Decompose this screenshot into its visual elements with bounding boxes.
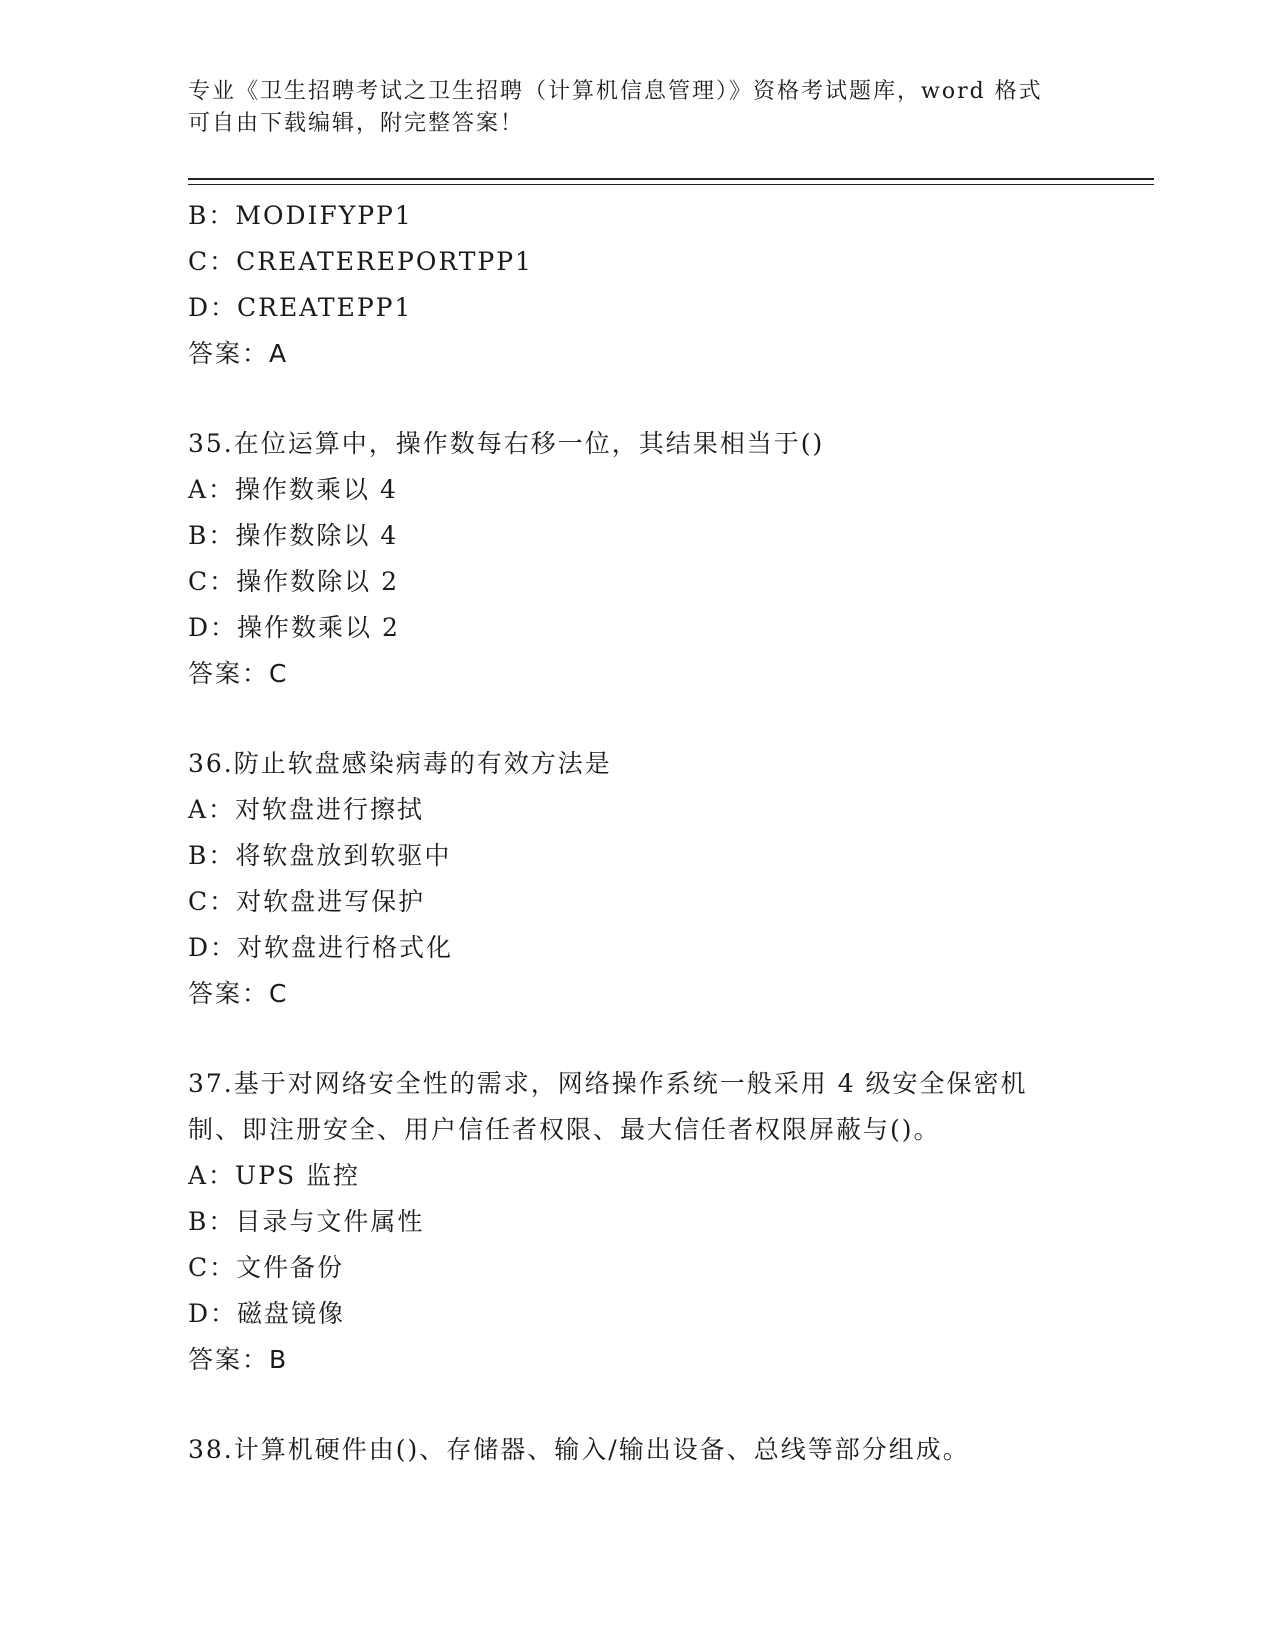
option-b: B：将软盘放到软驱中 xyxy=(188,841,452,870)
document-header xyxy=(188,76,1088,140)
option-d: D：操作数乘以 2 xyxy=(188,613,400,642)
option-c: C：对软盘进写保护 xyxy=(188,887,426,916)
question-stem-line-1: 37.基于对网络安全性的需求，网络操作系统一般采用 4 级安全保密机 xyxy=(188,1069,1028,1098)
option-a: A：操作数乘以 4 xyxy=(188,475,398,504)
question-stem: 35.在位运算中，操作数每右移一位，其结果相当于() xyxy=(188,429,825,458)
spacer xyxy=(188,1383,1148,1427)
header-line-1: 专业《卫生招聘考试之卫生招聘（计算机信息管理）》资格考试题库，word 格式 xyxy=(188,79,1043,104)
answer-label: 答案：A xyxy=(188,339,289,368)
answer-label: 答案：C xyxy=(188,979,289,1008)
spacer xyxy=(188,377,1148,421)
option-d: D：对软盘进行格式化 xyxy=(188,933,454,962)
option-a: A：UPS 监控 xyxy=(188,1161,361,1190)
spacer xyxy=(188,697,1148,741)
question-stem-line-2: 制、即注册安全、用户信任者权限、最大信任者权限屏蔽与()。 xyxy=(188,1115,941,1144)
question-37 xyxy=(188,1061,1148,1383)
option-a: A：对软盘进行擦拭 xyxy=(188,795,425,824)
header-line-2: 可自由下载编辑，附完整答案！ xyxy=(188,111,525,136)
option-c: C：CREATEREPORTPP1 xyxy=(188,247,533,276)
option-b: B：目录与文件属性 xyxy=(188,1207,425,1236)
answer-label: 答案：C xyxy=(188,659,289,688)
header-rule-thin xyxy=(188,184,1154,185)
option-c: C：文件备份 xyxy=(188,1253,345,1282)
option-b: B：操作数除以 4 xyxy=(188,521,399,550)
question-34-continued xyxy=(188,193,1148,377)
question-38 xyxy=(188,1427,1148,1473)
spacer xyxy=(188,1017,1148,1061)
option-b: B：MODIFYPP1 xyxy=(188,201,413,230)
option-d: D：CREATEPP1 xyxy=(188,293,413,322)
option-c: C：操作数除以 2 xyxy=(188,567,399,596)
option-d: D：磁盘镜像 xyxy=(188,1299,346,1328)
question-36 xyxy=(188,741,1148,1017)
answer-label: 答案：B xyxy=(188,1345,289,1374)
header-rule-thick xyxy=(188,178,1154,180)
question-35 xyxy=(188,421,1148,697)
question-list xyxy=(188,193,1148,1473)
question-stem: 38.计算机硬件由()、存储器、输入/输出设备、总线等部分组成。 xyxy=(188,1435,970,1464)
question-stem: 36.防止软盘感染病毒的有效方法是 xyxy=(188,749,612,778)
